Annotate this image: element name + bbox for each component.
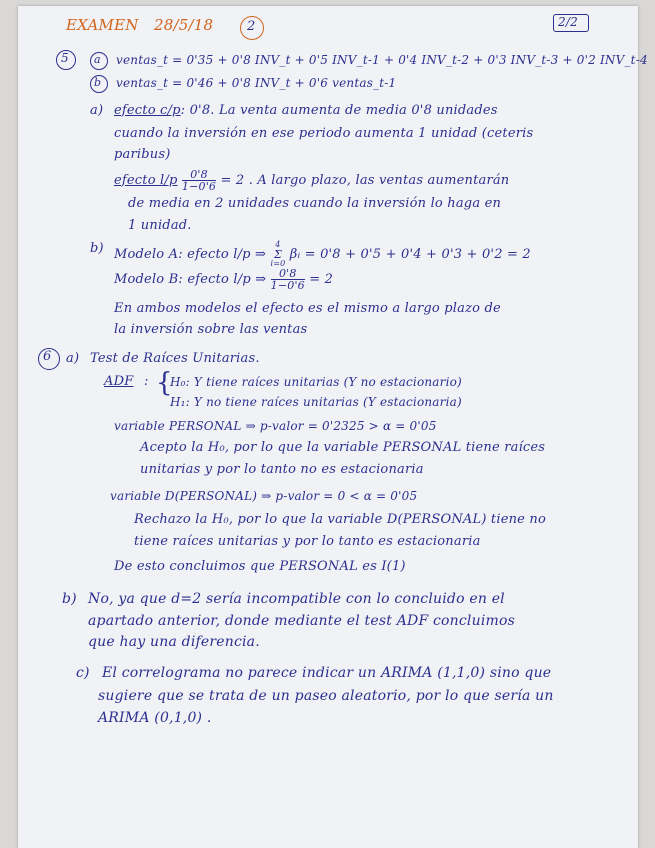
q6b-line1: No, ya que d=2 sería incompatible con lo concluido en el <box>88 591 505 607</box>
adf-label: ADF <box>104 374 134 389</box>
q5b-model-a: Modelo A: efecto l/p ⇒ 4 Σ i=0 βᵢ = 0'8 + 0'5 + 0'4 + 0'3 + 0'2 = 2 <box>114 240 531 268</box>
adf-separator: : <box>144 374 149 389</box>
effect-short-run-label: efecto c/p <box>114 103 181 118</box>
q5a-line2: cuando la inversión en ese periodo aumenta 1 unidad (ceteris <box>114 126 534 141</box>
q6-part-c-label: c) <box>76 665 90 681</box>
q5b-equation: ventas_t = 0'46 + 0'8 INV_t + 0'6 ventas_t-1 <box>116 76 397 90</box>
var-personal-accept2: unitarias y por lo tanto no es estacionaria <box>140 462 424 477</box>
q6c-line1: El correlograma no parece indicar un ARIMA (1,1,0) sino que <box>102 665 552 681</box>
q5a-line6: 1 unidad. <box>128 218 192 233</box>
var-dpersonal-reject2: tiene raíces unitarias y por lo tanto es estacionaria <box>134 534 481 549</box>
alt-hypothesis: H₁: Y no tiene raíces unitarias (Y estacionaria) <box>170 395 462 409</box>
q6b-line2: apartado anterior, donde mediante el test ADF concluimos <box>88 613 515 629</box>
q5b-model-b: Modelo B: efecto l/p ⇒ $\frac{0'8}{1-0'6}$ = 2 <box>114 267 334 292</box>
q5b-marker: b <box>94 76 102 89</box>
var-dpersonal-reject1: Rechazo la H₀, por lo que la variable D(PERSONAL) tiene no <box>134 512 546 527</box>
q5b-conclusion-line2: la inversión sobre las ventas <box>114 322 308 337</box>
model-b-fraction: $\frac{0'8}{1-0'6}$ <box>270 267 305 292</box>
q6b-line3: que hay una diferencia. <box>88 634 260 650</box>
q5-part-b-label: b) <box>90 241 104 256</box>
q5a-line1-rest: : 0'8. La venta aumenta de media 0'8 unidades <box>180 103 498 118</box>
q6-number: 6 <box>43 349 52 364</box>
q6c-line3: ARIMA (0,1,0) . <box>98 710 212 726</box>
q5-number: 5 <box>61 51 69 65</box>
q6c-line2: sugiere que se trata de un paseo aleatorio, por lo que sería un <box>98 688 554 704</box>
hypothesis-brace: { <box>156 368 173 398</box>
q5a-line5: de media en 2 unidades cuando la inversión lo haga en <box>128 196 502 211</box>
exam-date: 28/5/18 <box>154 16 214 34</box>
q6-part-a-label: a) <box>66 351 80 366</box>
var-personal-accept1: Acepto la H₀, por lo que la variable PERSONAL tiene raíces <box>140 440 546 455</box>
q5a-line3: paribus) <box>114 147 171 162</box>
q5-part-a-label: a) <box>90 103 104 118</box>
summation: 4 Σ i=0 <box>270 240 286 268</box>
effect-long-run-fraction: $\frac{0'8}{1-0'6}$ <box>181 168 217 193</box>
q5a-line1 <box>114 103 498 118</box>
q5a-line4 <box>114 169 509 192</box>
exam-label: EXAMEN <box>66 16 139 34</box>
q6a-title: Test de Raíces Unitarias. <box>90 351 260 366</box>
sheet-number: 2 <box>247 19 256 34</box>
q6a-conclusion: De esto concluimos que PERSONAL es I(1) <box>114 559 406 574</box>
q5a-equation: ventas_t = 0'35 + 0'8 INV_t + 0'5 INV_t-1 + 0'4 INV_t-2 + 0'3 INV_t-3 + 0'2 INV_t-4 <box>116 53 648 67</box>
var-dpersonal-line: variable D(PERSONAL) ⇒ p-valor = 0 < α = 0'05 <box>110 489 418 503</box>
q5a-line4-rest: = 2 . A largo plazo, las ventas aumentarán <box>220 173 510 188</box>
effect-long-run-label: efecto l/p <box>114 173 178 188</box>
q5a-marker: a <box>94 53 101 66</box>
q5b-conclusion-line1: En ambos modelos el efecto es el mismo a largo plazo de <box>114 301 501 316</box>
var-personal-line: variable PERSONAL ⇒ p-valor = 0'2325 > α = 0'05 <box>114 419 437 433</box>
null-hypothesis: H₀: Y tiene raíces unitarias (Y no estacionario) <box>170 375 462 389</box>
exam-sheet <box>18 6 648 848</box>
q6-part-b-label: b) <box>62 591 77 607</box>
page-indicator: 2/2 <box>558 15 578 29</box>
